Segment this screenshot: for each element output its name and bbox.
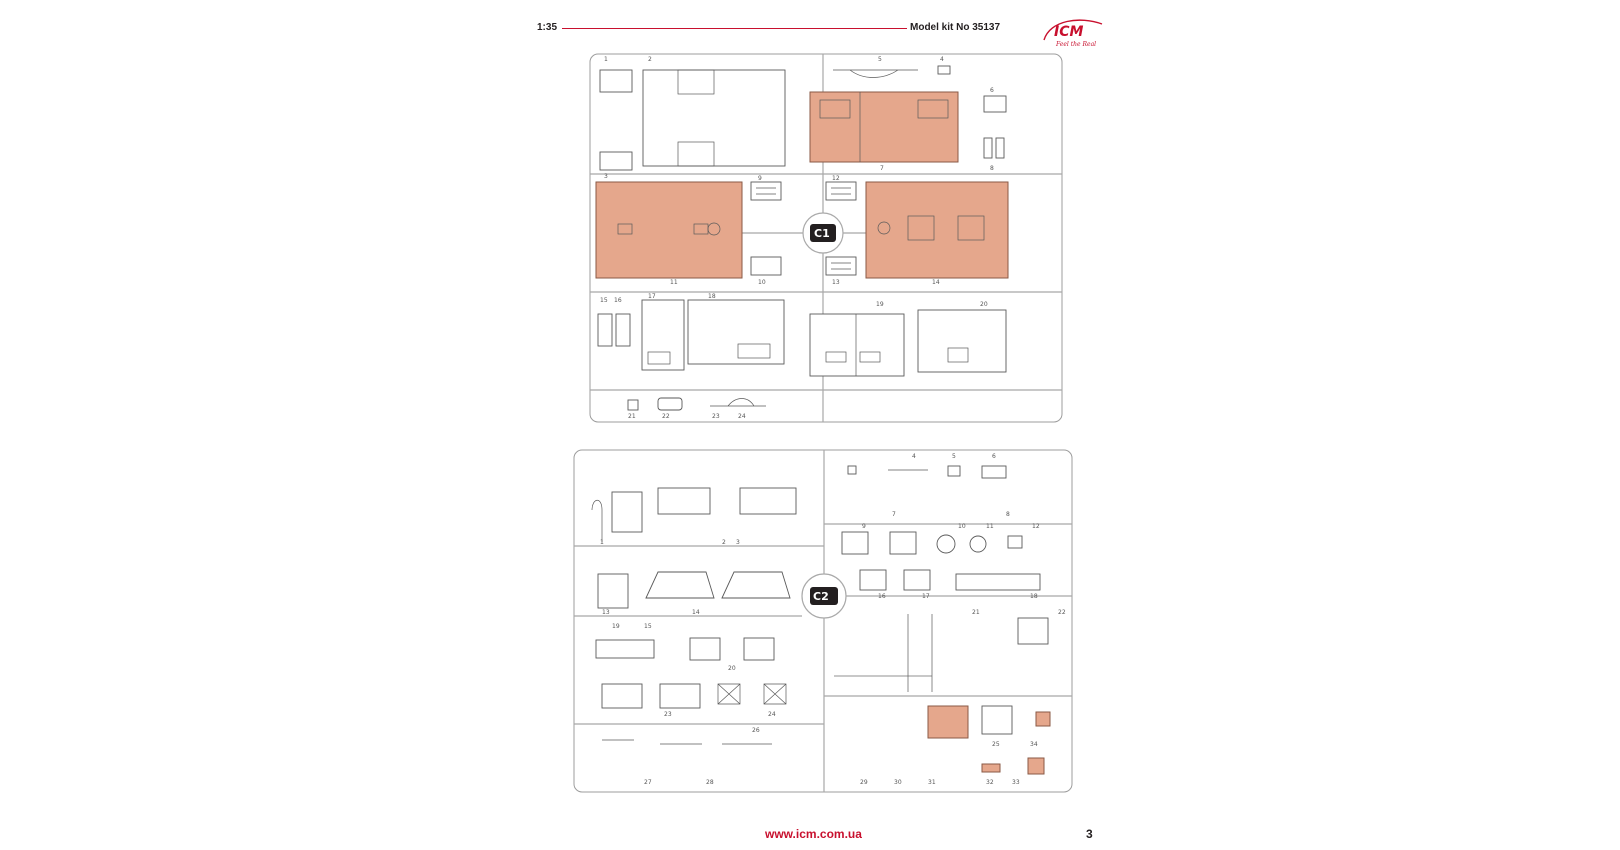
sprue-c1 <box>588 52 1066 426</box>
part-number: 21 <box>628 413 636 420</box>
icm-logo-icon <box>1040 14 1110 54</box>
part-c2-34 <box>1028 758 1044 774</box>
scale-label: 1:35 <box>537 22 558 33</box>
part-number: 24 <box>768 711 776 718</box>
part-c2-3 <box>740 488 796 514</box>
part-c2-22 <box>602 684 642 708</box>
part-number: 23 <box>664 711 672 718</box>
part-c1-15 <box>598 314 612 346</box>
part-c1-16 <box>616 314 630 346</box>
part-c2-10 <box>937 535 955 553</box>
part-number: 12 <box>832 175 840 182</box>
part-c2-13 <box>598 574 628 608</box>
part-number: 7 <box>880 165 884 172</box>
part-c1-8b <box>996 138 1004 158</box>
part-c2-1r <box>848 466 856 474</box>
part-number: 17 <box>648 293 656 300</box>
part-number: 2 <box>722 539 726 546</box>
part-c2-16 <box>860 570 886 590</box>
part-number: 7 <box>892 511 896 518</box>
part-c2-11 <box>970 536 986 552</box>
part-number: 14 <box>932 279 940 286</box>
part-c1-8 <box>984 138 992 158</box>
part-number: 4 <box>912 453 916 460</box>
part-number: 8 <box>990 165 994 172</box>
part-number: 6 <box>990 87 994 94</box>
part-number: 9 <box>862 523 866 530</box>
part-c2-23c <box>928 706 968 738</box>
part-c2-2 <box>658 488 710 514</box>
part-c2-8r <box>842 532 868 554</box>
part-c1-5 <box>833 70 918 78</box>
kit-number-label: Model kit No 35137 <box>910 22 1001 33</box>
header-rule <box>562 28 907 29</box>
part-c1-14 <box>866 182 1008 278</box>
sprue-label: C1 <box>814 227 830 240</box>
part-number: 20 <box>728 665 736 672</box>
part-number: 15 <box>644 623 652 630</box>
part-number: 27 <box>644 779 652 786</box>
part-number: 18 <box>1030 593 1038 600</box>
part-number: 34 <box>1030 741 1038 748</box>
website-link[interactable]: www.icm.com.ua <box>765 827 862 841</box>
part-c1-22 <box>658 398 682 410</box>
part-number: 30 <box>894 779 902 786</box>
part-number: 13 <box>832 279 840 286</box>
part-number: 15 <box>600 297 608 304</box>
part-c1-18 <box>688 300 784 364</box>
part-c1-13 <box>826 257 856 275</box>
logo-brand: ICM <box>1054 24 1084 40</box>
page-number: 3 <box>1086 827 1093 841</box>
part-number: 5 <box>878 56 882 63</box>
part-number: 17 <box>922 593 930 600</box>
sprue-c2 <box>572 448 1076 796</box>
part-c2-18 <box>956 574 1040 590</box>
part-c2-17 <box>904 570 930 590</box>
part-number: 9 <box>758 175 762 182</box>
part-c1-10 <box>751 257 781 275</box>
part-number: 13 <box>602 609 610 616</box>
part-c2-24a <box>718 684 740 704</box>
part-number: 2 <box>648 56 652 63</box>
part-c2-20a <box>690 638 720 660</box>
part-number: 10 <box>758 279 766 286</box>
part-number: 19 <box>876 301 884 308</box>
part-number: 10 <box>958 523 966 530</box>
part-c1-20 <box>918 310 1006 372</box>
part-number: 5 <box>952 453 956 460</box>
part-number: 8 <box>1006 511 1010 518</box>
part-c1-23 <box>710 399 766 407</box>
part-c2-5 <box>948 466 960 476</box>
part-c1-21 <box>628 400 638 410</box>
logo-tagline: Feel the Real <box>1056 41 1097 48</box>
part-c1-7 <box>810 92 958 162</box>
part-number: 28 <box>706 779 714 786</box>
part-number: 29 <box>860 779 868 786</box>
part-c1-12 <box>826 182 856 200</box>
part-c2-14b <box>722 572 790 598</box>
part-number: 25 <box>992 741 1000 748</box>
part-c2-1b <box>592 500 602 542</box>
part-number: 3 <box>604 173 608 180</box>
part-number: 21 <box>972 609 980 616</box>
part-number: 23 <box>712 413 720 420</box>
part-c1-19 <box>810 314 904 376</box>
part-number: 11 <box>670 279 678 286</box>
part-number: 12 <box>1032 523 1040 530</box>
part-c2-23 <box>660 684 700 708</box>
part-number: 6 <box>992 453 996 460</box>
part-c2-19 <box>596 640 654 658</box>
part-number: 32 <box>986 779 994 786</box>
part-number: 33 <box>1012 779 1020 786</box>
part-c2-20b <box>744 638 774 660</box>
part-number: 1 <box>600 539 604 546</box>
part-c2-24b <box>764 684 786 704</box>
part-c2-24c <box>1036 712 1050 726</box>
part-number: 16 <box>614 297 622 304</box>
part-number: 22 <box>1058 609 1066 616</box>
part-number: 3 <box>736 539 740 546</box>
part-c1-1 <box>600 70 632 92</box>
part-number: 14 <box>692 609 700 616</box>
part-number: 26 <box>752 727 760 734</box>
part-number: 19 <box>612 623 620 630</box>
part-c2-22r <box>1018 618 1048 644</box>
part-number: 20 <box>980 301 988 308</box>
part-number: 16 <box>878 593 886 600</box>
part-c2-25r <box>982 706 1012 734</box>
part-number: 31 <box>928 779 936 786</box>
part-c1-6 <box>984 96 1006 112</box>
part-number: 22 <box>662 413 670 420</box>
sprue-label: C2 <box>813 590 829 603</box>
part-number: 1 <box>604 56 608 63</box>
part-c2-12 <box>1008 536 1022 548</box>
part-number: 24 <box>738 413 746 420</box>
part-number: 11 <box>986 523 994 530</box>
part-c2-9 <box>890 532 916 554</box>
part-number: 18 <box>708 293 716 300</box>
part-c2-32 <box>982 764 1000 772</box>
part-c1-3 <box>600 152 632 170</box>
icm-logo <box>1040 14 1110 54</box>
part-c1-9 <box>751 182 781 200</box>
part-c2-1 <box>612 492 642 532</box>
part-c1-4 <box>938 66 950 74</box>
part-number: 4 <box>940 56 944 63</box>
part-c2-14a <box>646 572 714 598</box>
part-c2-6 <box>982 466 1006 478</box>
